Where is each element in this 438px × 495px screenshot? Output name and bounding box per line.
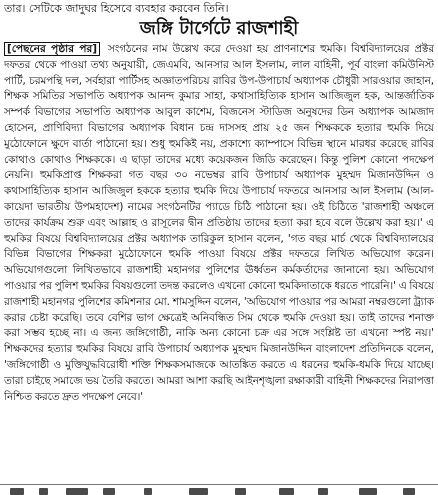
article-headline: জঙ্গি টার্গেটে রাজশাহী	[139, 18, 299, 39]
continued-from-label: [পেছনের পৃষ্ঠার পর]	[4, 42, 100, 56]
cropped-glyph	[359, 488, 377, 495]
cropped-glyph	[279, 488, 294, 495]
bottom-rule	[0, 484, 438, 485]
cropped-glyph	[235, 488, 246, 495]
article-text: সংগঠনের নাম উল্লেখ করে দেওয়া হয় প্রাণনাশের হুমকি। বিশ্ববিদ্যালয়ের প্রক্টর দফতর থেকে পাওয়া তথ্য অনুযায়ী, জেএমবি, আনসার আল ইসলাম, লাল বাহিনী, পূর্ব বাংলা কমিউনিস্ট পার্টি, চরমপন্থি দল, সর্বহারা পার্টিসহ অজ্ঞাতপরিচয় রাবির উপ-উপাচার্য অধ্যাপক চৌধুরী সারওয়ার জাহান, শিক্ষক সমিতির সভাপতি অধ্যাপক আনন্দ কুমার সাহা, কথাসাহিত্যিক হাসান আজিজুল হক, আন্তর্জাতিক সম্পর্ক বিভাগের সভাপতি অধ্যাপক আবুল কাশেম, বিজনেস স্টাডিজ অনুষদের ডিন অধ্যাপক আমজাদ হোসেন, প্রাণিবিদ্যা বিভাগের অধ্যাপক বিধান চন্দ্র দাসসহ প্রায় ২৫ জন শিক্ষককে হত্যার হুমকি দিয়ে মুঠোফোনে ক্ষুদে বার্তা পাঠানো হয়। শুধু হুমকিই নয়, প্রকাশ্যে ক্যাম্পাসে বিভিন্ন স্থানে মারধর করেছে রাবির কোথাও কোথাও শিক্ষককে। এ ছাড়া তাদের মধ্যে কয়েকজন জিডি করেছেন। কিন্তু পুলিশ কোনো পদক্ষেপ নেয়নি। হুমকিপ্রাপ্ত শিক্ষকরা গত বছর ৩০ নভেম্বর রাবি উপাচার্য অধ্যাপক মুহম্মদ মিজানউদ্দিন ও কথাসাহিত্যিক হাসান আজিজুল হককে হত্যার হুমকি দিয়ে উপাচার্য দফতরে আনসার আল ইসলাম (আল-কায়েদা ভারতীয় উপমহাদেশ) নামের সংগঠনটির প্যাডে চিঠি পাঠানো হয়। ওই চিঠিতে 'রাজশাহী অঞ্চলে তাদের কার্যক্রম শুরু এবং আল্লাহ ও রাসূলের দ্বীন প্রতিষ্ঠায় তাদের হত্যা করা হবে বলে উল্লেখ করা হয়।' এ হুমকির বিষয়ে বিশ্ববিদ্যালয়ের প্রক্টর অধ্যাপক তারিকুল হাসান বলেন, 'গত বছর মার্চ থেকে বিশ্ববিদ্যালয়ের বিভিন্ন বিভাগের শিক্ষকরা মুঠোফোনে হুমকি পাওয়া বিষয়ে প্রক্টর দফতরে লিখিত অভিযোগ করেন। অভিযোগগুলো লিখিতভাবে রাজশাহী মহানগর পুলিশের ঊর্ধ্বতন কর্মকর্তাদের জানানো হয়। অভিযোগ পাওয়ার পর পুলিশ হুমকির বিষয়গুলো তদন্ত করলেও এখনো কোনো হুমকিদাতাকে ধরতে পারেনি।' এ বিষয়ে রাজশাহী মহানগর পুলিশের কমিশনার মো. শামসুদ্দিন বলেন, 'অভিযোগ পাওয়ার পর আমরা নম্বরগুলো ট্র্যাক করার চেষ্টা করেছি। তবে বেশির ভাগ ক্ষেত্রেই অনিবন্ধিত সিম থেকে হুমকি দেওয়া হয়। তাই তাদের শনাক্ত করা সম্ভব হচ্ছে না। এ জন্য জঙ্গিগোষ্ঠী, নাকি অন্য কোনো চক্র এর সঙ্গে সংশ্লিষ্ট তা এখনো স্পষ্ট নয়।' শিক্ষকদের হত্যার হুমকির বিষয়ে রাবি উপাচার্য অধ্যাপক মুহম্মদ মিজানউদ্দিন বাংলাদেশ প্রতিদিনকে বলেন, 'জঙ্গিগোষ্ঠী ও মুক্তিযুদ্ধবিরোধী শক্তি শিক্ষকসমাজকে আতঙ্কিত করতে এ ধরনের হুমকি-ধমকি দিয়ে যাচ্ছে। তারা চাইছে সমাজে ভয় তৈরি করতে। আমরা আশা করছি আইনশৃঙ্খলা রক্ষাকারী বাহিনী শিক্ষকদের নিরাপত্তা নিশ্চিত করতে দ্রুত পদক্ষেপ নেবে।'	[4, 43, 434, 403]
cropped-glyph	[10, 488, 24, 495]
cropped-glyph	[66, 488, 88, 495]
previous-article-fragment: তার। সেটিকে জাদুঘর হিসেবে ব্যবহার করবেন তিনি।	[4, 2, 229, 15]
cropped-glyph	[103, 488, 115, 495]
cropped-glyph	[39, 488, 48, 495]
cropped-glyph	[144, 488, 152, 495]
cropped-next-line	[0, 486, 438, 495]
cropped-glyph	[403, 488, 415, 495]
article-body	[4, 42, 434, 484]
article-paragraph	[4, 42, 434, 405]
cropped-glyph	[318, 488, 328, 495]
cropped-glyph	[189, 488, 208, 495]
